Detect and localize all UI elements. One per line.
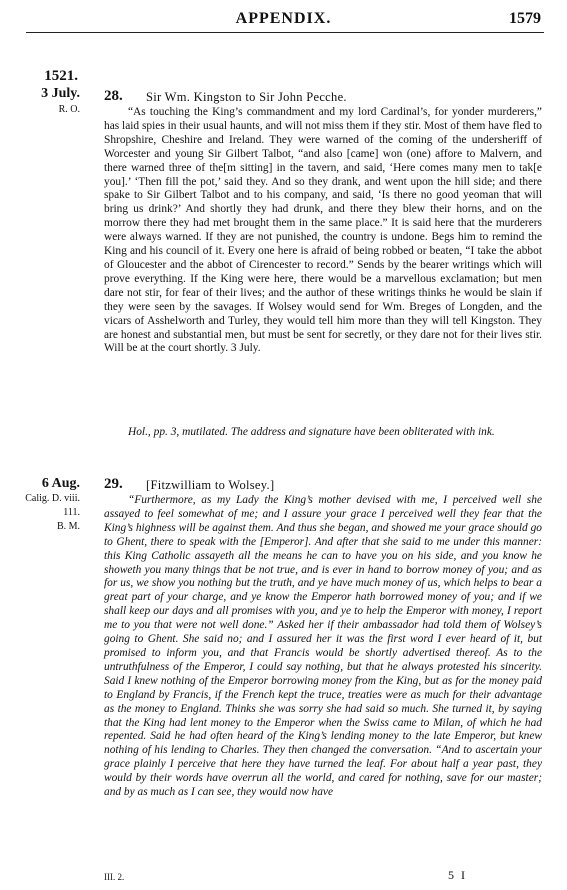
footer-volume: III. 2. [104,872,125,882]
entry-heading-29: [Fitzwilliam to Wolsey.] [146,478,275,492]
margin-source-entry29-line3: B. M. [56,521,80,532]
entry-heading-28: Sir Wm. Kingston to Sir John Pecche. [146,90,347,104]
entry-number-29: 29. [104,476,123,492]
margin-source-entry29-line1: Calig. D. viii. [25,493,80,504]
entry-number-28: 28. [104,88,123,104]
margin-date-entry28: 3 July. [41,86,80,101]
margin-date-entry29: 6 Aug. [41,476,80,491]
margin-source-entry28: R. O. [58,104,80,115]
margin-year: 1521. [44,68,78,84]
header-rule [26,32,544,33]
entry-text-28: “As touching the King’s commandment and my lord Cardinal’s, for yonder murderers,” has laid spies in their usual haunts, and will not miss them if they stir. Most of them have fled to Shropshire, Cheshire and Ireland. They were warned of the coming of the undersheriff of Worcester and young Sir Gilbert Talbot, “and also [came] won (one) affore to Malvern, and there warned three of the[m sitting] in the tavern, and said, ‘Here comes many men to tak[e you].’ ‘Then fill the pot,’ said they. And so they drank, and went upon the hill side; and there spake to Sir Gilbert Talbot and to his company, and said, ‘Is there no good yeoman that will bring us drink?’ And shortly they had drunk, and there they blew their horns, and on the morrow there they had met brought them in the same place.” It is said here that the murderers were always warned. If they are not punished, the country is undone. Begs him to remind the King and his council of it. Every one here is afraid of being robbed or beaten, “I take the abbot of Gloucester and the abbot of Cirencester to record.” Sends by the bearer writings which will prove everything. If the King were here, there would be a marvellous exclamation; but men dare not stir, for fear of their lives; and the author of these writings thinks he would be slain if they were seen by the savages. If Wolsey would send for Wm. Breges of Longden, and the vicars of Asshelworth and Turley, they would tell him more than they will tell Kingston. They are honest and substantial men, but must be sent for secretly, or they dare not for their lives stir. Will be at the court shortly. 3 July. [104,106,542,355]
running-title: APPENDIX. [235,10,332,27]
page-header [0,8,567,30]
page-number: 1579 [509,10,541,27]
entry-text-29: “Furthermore, as my Lady the King’s mother devised with me, I perceived well she assayed to feel somewhat of me; and I assure your grace I perceived well they fear that the King’s highness will be against them. And thus she began, and showed me your grace should go to Ghent, there to speak with the [Emperor]. And after that she said to me under this manner: this King Catholic assayeth all the means he can to have you on his side, and you know he showeth you many things that be not true, and is ever in hand to borrow money of you; and as for us, we show you nothing but the truth, and ye have much money of us, which helps to bear a great part of your charge, and ye know the Emperor hath borrowed money of you; and if we shall keep our days and all promises with you, and ye to help the Emperor with money, I report me to you that were not well done.” Asked her if their ambassador had told them of Wolsey’s going to Ghent. She said no; and I assured her it was the first word I ever heard of it, but promised to inform you, and that Francis would be shortly advertised thereof. As to the untruthfulness of the Emperor, I could say nothing, but that he always protested his sincerity. Said I knew nothing of the Emperor borrowing money from the King, but as for the money paid to England by Francis, if the French kept the truce, treaties were as much for their advantage as the money to England. Thinks she was sorry she had said so much. She turned it, by saying that the King had lent money to the Emperor when the Swiss came to Milan, of which he had repented. Said he had often heard of the King’s lending money to the late Emperor, but knew nothing of his lending to Charles. They then changed the conversation. “And to ascertain your grace plainly I perceive that here they have turned the leaf. For about half a year past, they would by their words have overrun all the world, and cared for nothing, save for our master; and by as much as I can see, they would now have [104,494,542,799]
footer-signature: 5 I [448,868,467,882]
entry-note-28: Hol., pp. 3, mutilated. The address and signature have been obliterated with ink. [128,426,495,438]
margin-source-entry29-line2: 111. [63,507,80,518]
